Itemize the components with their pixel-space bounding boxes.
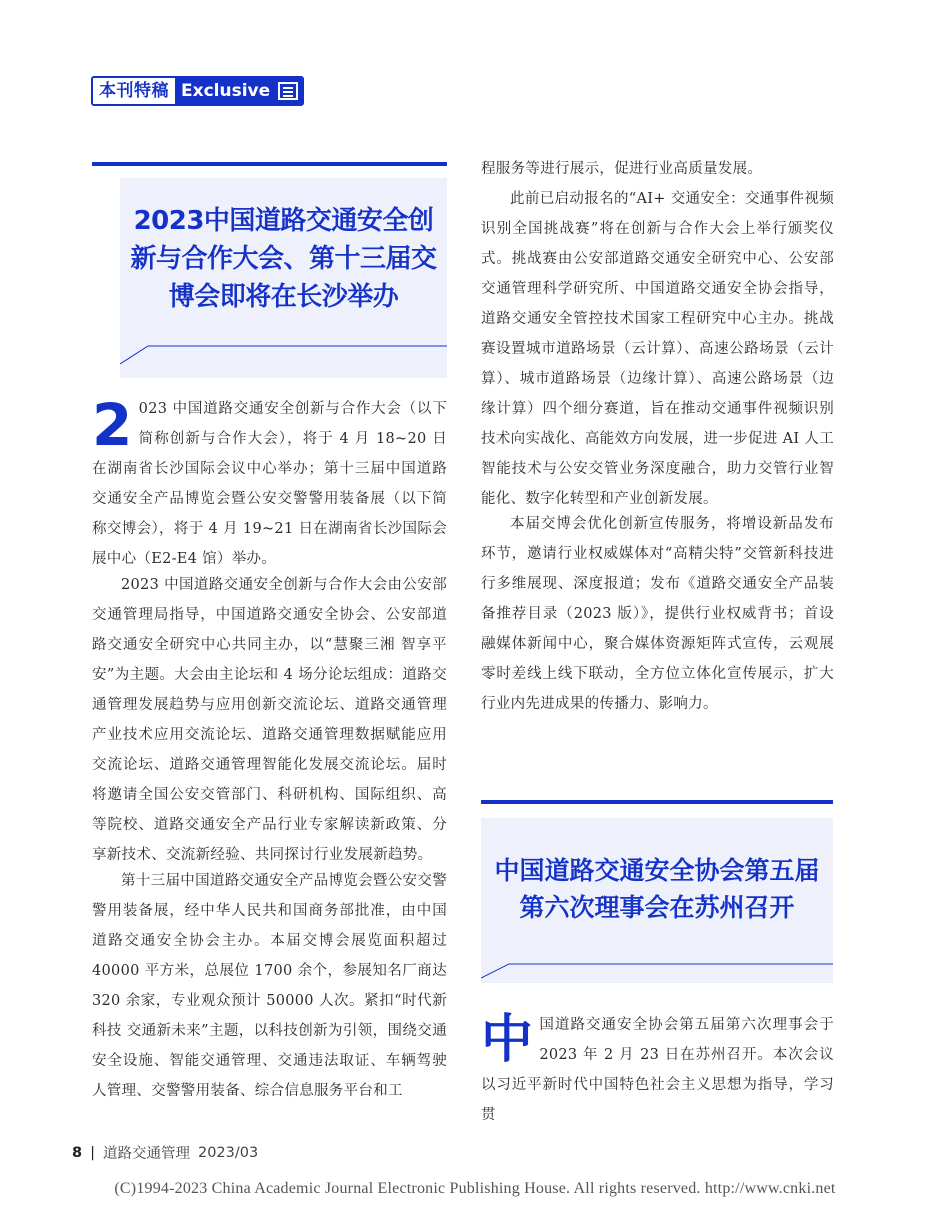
article1-title-box	[120, 178, 447, 378]
article1-title: 2023中国道路交通安全创新与合作大会、第十三届交博会即将在长沙举办	[130, 206, 437, 312]
article1-para-2: 2023 中国道路交通安全创新与合作大会由公安部交通管理局指导，中国道路交通安全协会、公安部道路交通安全研究中心共同主办，以“慧聚三湘 智享平安”为主题。大会由主论坛和 4 场分论坛组成：道路交通管理发展趋势与应用创新交流论坛、道路交通管理产业技术应用交流论坛、道路交通管理数据赋能应用交流论坛、道路交通管理智能化发展交流论坛。届时将邀请全国公安交管部门、科研机构、国际组织、高等院校、道路交通安全产品行业专家解读新政策、分享新技术、交流新经验、共同探讨行业发展新趋势。	[92, 577, 447, 863]
article1-para-3: 第十三届中国道路交通安全产品博览会暨公安交警警用装备展，经中华人民共和国商务部批准，由中国道路交通安全协会主办。本届交博会展览面积超过 40000 平方米，总展位 1700 余个，参展知名厂商达 320 余家，专业观众预计 50000 人次。紧扣“时代新科技 交通新未来”主题，以科技创新为引领，围绕交通安全设施、智能交通管理、交通违法取证、车辆驾驶人管理、交警警用装备、综合信息服务平台和工	[92, 873, 447, 1099]
article2-para-1: 中国道路交通安全协会第五届第六次理事会于 2023 年 2 月 23 日在苏州召开。本次会议以习近平新时代中国特色社会主义思想为指导，学习贯	[481, 1010, 834, 1123]
issue-number: 2023/03	[197, 1144, 259, 1161]
column-tag	[91, 76, 304, 106]
article1-para-5: 此前已启动报名的“AI+ 交通安全：交通事件视频识别全国挑战赛”将在创新与合作大会上举行颁奖仪式。挑战赛由公安部道路交通安全研究中心、公安部交通管理科学研究所、中国道路交通安全协会指导，道路交通安全管控技术国家工程研究中心主办。挑战赛设置城市道路场景（云计算）、高速公路场景（云计算）、城市道路场景（边缘计算）、高速公路场景（边缘计算）四个细分赛道，旨在推动交通事件视频识别技术向实战化、高能效方向发展，进一步促进 AI 人工智能技术与公安交管业务深度融合，助力交管行业智能化、数字化转型和产业创新发展。	[481, 191, 834, 507]
article1-title-rule	[92, 162, 447, 166]
title-decoration	[120, 328, 447, 368]
copyright-line: (C)1994-2023 China Academic Journal Electronic Publishing House. All rights reserved. http://www.cnki.net	[114, 1180, 836, 1197]
column-label-cn: 本刊特稿	[93, 78, 175, 104]
page-number: 8	[72, 1144, 83, 1161]
article2-title: 中国道路交通安全协会第五届第六次理事会在苏州召开	[494, 856, 820, 922]
journal-name: 道路交通管理	[102, 1146, 190, 1162]
article1-para-1: 2 023 中国道路交通安全创新与合作大会（以下简称创新与合作大会），将于 4 月 18~20 日在湖南省长沙国际会议中心举办；第十三届中国道路交通安全产品博览会暨公安交警警用装备展（以下简称交博会），将于 4 月 19~21 日在湖南省长沙国际会展中心（E2-E4 馆）举办。	[92, 391, 447, 567]
title-decoration	[481, 942, 833, 982]
article2-dropcap: 中	[481, 1010, 534, 1070]
article-icon	[278, 82, 298, 100]
article1-para-4: 程服务等进行展示，促进行业高质量发展。	[481, 161, 763, 177]
article2-title-rule	[481, 800, 833, 804]
article1-dropcap: 2	[92, 391, 133, 459]
column-label-en-wrap	[175, 78, 302, 104]
page-footer	[72, 1142, 258, 1163]
article2-title-box	[481, 818, 833, 983]
column-label-en: Exclusive	[181, 81, 271, 101]
article1-para-6: 本届交博会优化创新宣传服务，将增设新品发布环节，邀请行业权威媒体对“高精尖特”交管新科技进行多维展现、深度报道；发布《道路交通安全产品装备推荐目录（2023 版）》，提供行业权威背书；首设融媒体新闻中心，聚合媒体资源矩阵式宣传，云观展零时差线上线下联动，全方位立体化宣传展示，扩大行业内先进成果的传播力、影响力。	[481, 516, 834, 712]
footer-separator: |	[90, 1144, 95, 1161]
